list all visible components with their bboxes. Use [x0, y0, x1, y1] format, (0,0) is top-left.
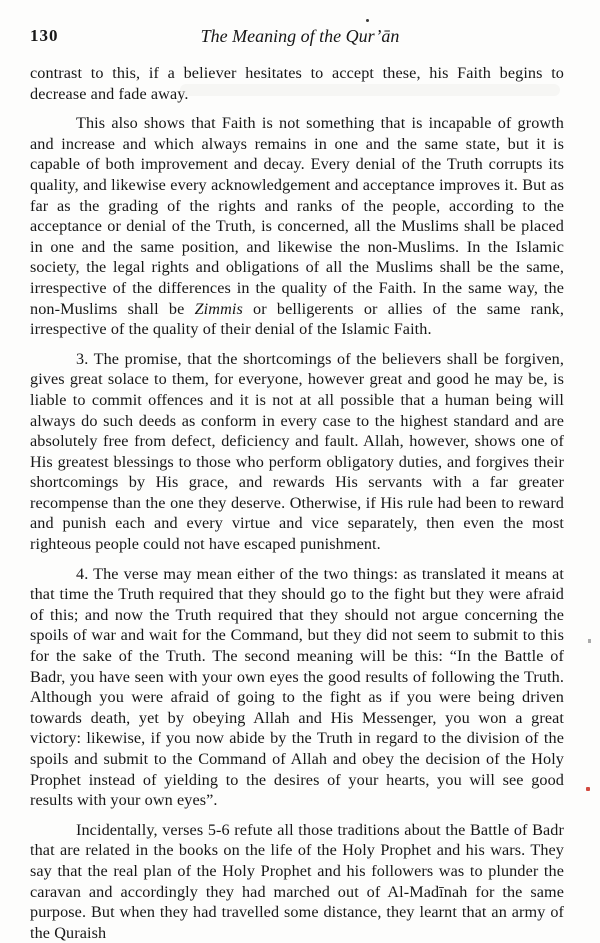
scan-smudge — [180, 84, 560, 96]
scan-dot-artifact — [366, 19, 369, 22]
text-run: Incidentally, verses 5-6 refute all those traditions about the Battle of Badr that are related in the books on the life of the Holy Prophet and his wars. They say that the real plan of the Holy Prophet and his followers was to plunder the caravan and accordingly they had marched out of Al-Madīnah for the same purpose. But when they had travelled some distance, they learnt that an army of the Quraish — [30, 820, 564, 942]
page-header — [0, 0, 600, 52]
scan-speck-red-artifact — [586, 787, 590, 791]
paragraph — [30, 564, 564, 811]
paragraph — [30, 820, 564, 943]
page-number: 130 — [30, 26, 59, 45]
page-title: The Meaning of the Qur’ān — [200, 26, 400, 46]
text-run: 4. The verse may mean either of the two things: as translated it means at that time the Truth required that they should go to the fight but they were afraid of this; and now the Truth required that they should not argue concerning the spoils of war and wait for the Command, but they did not seem to submit to this for the sake of the Truth. The second meaning will be this: “In the Battle of Badr, you have seen with your own eyes the good results of following the Truth. Although you were afraid of going to the fight as if you were being driven towards death, yet by obeying Allah and His Messenger, you won a great victory: likewise, if you now abide by the Truth in regard to the division of the spoils and submit to the Command of Allah and obey the decision of the Holy Prophet instead of yielding to the desires of your hearts, you will see good results with your own eyes”. — [30, 564, 564, 810]
text-run: contrast to this, if a believer hesitates to accept these, his Faith begins to decrease and fade away. — [30, 64, 564, 103]
text-run: This also shows that Faith is not something that is incapable of growth and increase and which always remains in one and the same state, but it is capable of both improvement and decay. Every denial of the Truth corrupts its quality, and likewise every acknowledgement and acceptance improves it. But as far as the grading of the rights and ranks of the people, according to the acceptance or denial of the Truth, is concerned, all the Muslims shall be placed in one and the same position, and likewise the non-Muslims. In the Islamic society, the legal rights and obligations of all the Muslims shall be the same, irrespective of the differences in the quality of the Faith. In the same way, the non-Muslims shall be — [30, 114, 564, 318]
italic-term: Zimmis — [194, 299, 243, 318]
scan-speck-gray-artifact — [588, 639, 591, 643]
paragraph — [30, 349, 564, 555]
text-run: or belligerents or allies of the same rank, irrespective of the quality of their denial of the Islamic Faith. — [30, 299, 564, 339]
paragraph — [30, 113, 564, 340]
page-body — [0, 52, 600, 943]
text-run: 3. The promise, that the shortcomings of the believers shall be forgiven, gives great solace to them, for everyone, however great and good he may be, is liable to commit offences and it is not at all possible that a human being will always do such deeds as conform in every case to the highest standard and are absolutely free from defect, deficiency and fault. Allah, however, shows one of His greatest blessings to those who perform obligatory duties, and forgives their shortcomings by His grace, and rewards His servants with a far greater recompense than the one they deserve. Otherwise, if His rule had been to reward and punish each and every virtue and vice separately, then even the most righteous people could not have escaped punishment. — [30, 349, 564, 554]
